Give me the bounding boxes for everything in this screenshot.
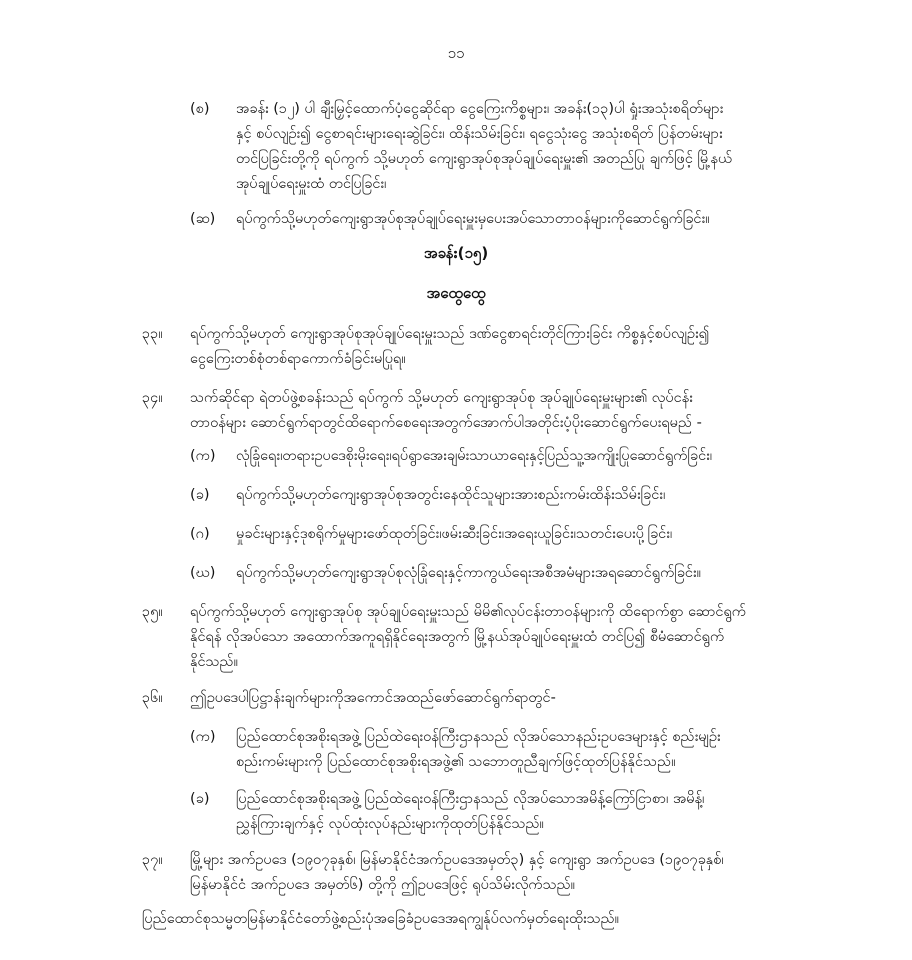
section-text-35 (190, 600, 850, 675)
text-line: ရပ်ကွက်သို့မဟုတ် ကျေးရွာအုပ်စုအုပ်ချုပ်ရေးမှူးသည် ဒဏ်ငွေစာရင်းတိုင်ကြားခြင်း ကိစ္စနှင့်စပ်လျဉ်း၍ (190, 326, 710, 342)
text-line: နိုင်သည်။ (190, 654, 238, 670)
item-text-sa (236, 97, 846, 197)
item-text-ga: မှုခင်းများနှင့်ဒုစရိုက်မှုများဖော်ထုတ်ခြင်း၊ဖမ်းဆီးခြင်း၊အရေးယူခြင်း၊သတင်းပေးပို့ခြင်း၊ (236, 526, 673, 542)
text-line: ညွှန်ကြားချက်နှင့် လုပ်ထုံးလုပ်နည်းများကိုထုတ်ပြန်နိုင်သည်။ (236, 816, 544, 832)
section-text-34 (190, 386, 850, 436)
item-text-kha: ရပ်ကွက်သို့မဟုတ်ကျေးရွာအုပ်စုအတွင်းနေထိုင်သူများအားစည်းကမ်းထိန်းသိမ်းခြင်း၊ (236, 487, 666, 503)
item-text-hsa (236, 207, 846, 232)
item-text-nga: ရပ်ကွက်သို့မဟုတ်ကျေးရွာအုပ်စုလုံခြုံရေးနှင့်ကာကွယ်ရေးအစီအမံများအရဆောင်ရွက်ခြင်း။ (236, 565, 702, 581)
text-line: ရပ်ကွက်သို့မဟုတ်ကျေးရွာအုပ်စုအုပ်ချုပ်ရေးမှူးမှပေးအပ်သောတာဝန်များကိုဆောင်ရွက်ခြင်း။ (236, 211, 710, 227)
item-label-ka: (က) (190, 448, 216, 464)
item-label-nga: (ဃ) (190, 565, 216, 581)
page-number: ၁၁ (447, 44, 465, 62)
item-label-36-ka: (က) (190, 729, 216, 745)
text-line: အုပ်ချုပ်ရေးမှူးထံ တင်ပြခြင်း၊ (236, 176, 387, 192)
text-line: အခန်း (၁၂) ပါ ချီးမြှင့်ထောက်ပံ့ငွေဆိုင်ရာ ငွေကြေးကိစ္စများ၊ အခန်း(၁၃)ပါ ရှုံးအသုံးစရိတ်များ (236, 101, 724, 117)
chapter-title: အထွေထွေ (426, 284, 486, 302)
text-line: သက်ဆိုင်ရာ ရဲတပ်ဖွဲ့စခန်းသည် ရပ်ကွက် သို့မဟုတ် ကျေးရွာအုပ်စု အုပ်ချုပ်ရေးမှူးများ၏ လုပ်ငန်း (190, 390, 693, 406)
item-label-hsa: (ဆ) (190, 211, 216, 227)
text-line: ရပ်ကွက်သို့မဟုတ် ကျေးရွာအုပ်စု အုပ်ချုပ်ရေးမှူးသည် မိမိ၏လုပ်ငန်းတာဝန်များကို ထိရောက်စွာ ဆောင်ရွက် (190, 604, 746, 620)
item-text-36-kha (236, 787, 850, 837)
text-line: စည်းကမ်းများကို ပြည်ထောင်စုအစိုးရအဖွဲ့၏ သဘောတူညီချက်ဖြင့်ထုတ်ပြန်နိုင်သည်။ (236, 754, 676, 770)
section-number-37: ၃၇။ (142, 852, 163, 868)
text-line: ငွေကြေးတစ်စုံတစ်ရာကောက်ခံခြင်းမပြုရ။ (190, 351, 406, 367)
signature-statement: ပြည်ထောင်စုသမ္မတမြန်မာနိုင်ငံတော်ဖွဲ့စည်းပုံအခြေခံဥပဒေအရကျွန်ုပ်လက်မှတ်ရေးထိုးသည်။ (142, 911, 620, 927)
item-text-36-ka (236, 725, 850, 775)
section-number-34: ၃၄။ (142, 390, 163, 406)
item-text-ka: လုံခြုံရေး၊တရားဥပဒေစိုးမိုးရေး၊ရပ်ရွာအေးချမ်းသာယာရေးနှင့်ပြည်သူ့အကျိုးပြုဆောင်ရွက်ခြင်း၊ (236, 448, 713, 464)
section-number-36: ၃၆။ (142, 690, 163, 706)
section-number-35: ၃၅။ (142, 604, 163, 620)
text-line: ဤဥပဒေပါပြဋ္ဌာန်းချက်များကိုအကောင်အထည်ဖော်ဆောင်ရွက်ရာတွင်- (190, 690, 556, 706)
section-text-37 (190, 848, 850, 898)
text-line: တင်ပြခြင်းတို့ကို ရပ်ကွက် သို့မဟုတ် ကျေးရွာအုပ်စုအုပ်ချုပ်ရေးမှူး၏ အတည်ပြု ချက်ဖြင့် မြို့နယ် (236, 151, 733, 167)
section-text-33 (190, 322, 850, 372)
text-line: နှင့် စပ်လျဉ်း၍ ငွေစာရင်းများရေးဆွဲခြင်း၊ ထိန်းသိမ်းခြင်း၊ ရငွေသုံးငွေ အသုံးစရိတ် ပြန်တမ်းများ (236, 126, 723, 142)
text-line: နိုင်ရန် လိုအပ်သော အထောက်အကူရရှိနိုင်ရေးအတွက် မြို့နယ်အုပ်ချုပ်ရေးမှူးထံ တင်ပြ၍ စီမံဆောင်ရွက် (190, 629, 725, 645)
item-label-ga: (ဂ) (190, 526, 210, 542)
section-text-36 (190, 686, 850, 711)
text-line: ပြည်ထောင်စုအစိုးရအဖွဲ့ ပြည်ထဲရေးဝန်ကြီးဌာနသည် လိုအပ်သောအမိန့်ကြော်ငြာစာ၊ အမိန့်၊ (236, 791, 705, 807)
chapter-number: အခန်း(၁၅) (423, 244, 489, 262)
item-label-sa: (စ) (190, 101, 210, 117)
text-line: ပြည်ထောင်စုအစိုးရအဖွဲ့ ပြည်ထဲရေးဝန်ကြီးဌာနသည် လိုအပ်သောနည်းဥပဒေများနှင့် စည်းမျဉ်း (236, 729, 721, 745)
section-number-33: ၃၃။ (142, 326, 163, 342)
text-line: တာဝန်များ ဆောင်ရွက်ရာတွင်ထိရောက်စေရေးအတွက်အောက်ပါအတိုင်းပံ့ပိုးဆောင်ရွက်ပေးရမည် - (190, 415, 702, 431)
text-line: မြန်မာနိုင်ငံ အက်ဥပဒေ အမှတ်၆) တို့ကို ဤဥပဒေဖြင့် ရုပ်သိမ်းလိုက်သည်။ (190, 877, 576, 893)
item-label-kha: (ခ) (190, 487, 210, 503)
text-line: မြို့များ အက်ဥပဒေ (၁၉၀၇ခုနှစ်၊ မြန်မာနိုင်ငံအက်ဥပဒေအမှတ်၃) နှင့် ကျေးရွာ အက်ဥပဒေ (၁၉၀၇ခုနှစ်၊ (190, 852, 724, 868)
item-label-36-kha: (ခ) (190, 791, 210, 807)
